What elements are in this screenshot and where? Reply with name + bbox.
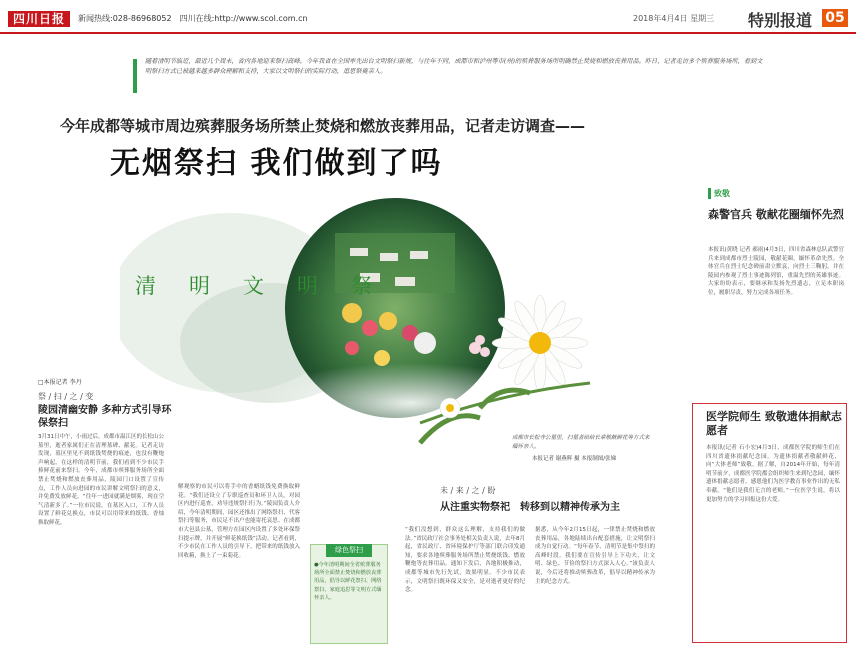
- illustration-cemetery-flowers: [120, 193, 650, 463]
- photo-overlay-text: 清 明 文 明 祭: [135, 274, 378, 298]
- subsection-kicker: 未 / 来 / 之 / 盼: [440, 486, 496, 495]
- article-column: 据悉，从今年2月15日起，一律禁止焚烧和燃放丧葬用品，各地陆续出台配套措施，让文明祭扫成为自觉行动。“每年春节、清明节是集中祭扫的高峰时段，我们要在宣传引导上下功夫，让文明、绿色、节俭的祭扫方式深入人心。”该负责人说，今后还将推动殡葬改革，倡导以精神传承为主的纪念方式。: [535, 527, 655, 585]
- boxed-article-body: 本报讯(记者 石小宏)4月3日，成都医学院的师生们在四川省遗体捐献纪念园，为遗体捐献者敬献鲜花，向“大体老师”致敬。据了解，自2014年开始，每年清明节前夕，成都医学院都会组织师生来到纪念园，缅怀遗体捐献志愿者，感恩他们为医学教育事业作出的无私奉献。“他们是我们无言的老师。”一位医学生说，将以更加努力的学习回报这份大爱。: [706, 445, 840, 503]
- issue-date: 2018年4月4日 星期三: [633, 14, 715, 23]
- intro-paragraph: 随着清明节临近，最近几个周末，省内各地迎来祭扫高峰。今年我省在全国率先出台文明祭扫新规，与往年不同，成都市和泸州等市(州)的殡葬服务场所明确禁止焚烧和燃放丧葬用品。昨日，记者走访多个殡葬服务场所，看到文明祭扫方式已被越来越多群众理解和支持，大家以文明祭扫的实际行动，追思祭奠亲人。: [145, 58, 763, 75]
- sidebar-box-title: 绿色祭扫: [326, 544, 372, 557]
- photo-credit: 本报记者 谢燕辉 摄 本报制图/张娣: [532, 456, 617, 462]
- byline: □本报记者 李丹: [38, 379, 82, 386]
- subsection-title: 从注重实物祭祀 转移到以精神传承为主: [440, 502, 620, 513]
- boxed-article-title: 医学院师生 致敬遗体捐献志愿者: [706, 410, 842, 437]
- newspaper-logo: 四川日报: [8, 11, 70, 27]
- hotline-text: 新闻热线:028-86968052 四川在线:http://www.scol.com.cn: [78, 14, 308, 23]
- subsection-kicker: 祭 / 扫 / 之 / 变: [38, 392, 94, 401]
- sidebar-box-text: ●今年清明期间全省殡葬服务场所全面禁止焚烧和燃放丧葬用品，倡导以鲜花祭扫、网络祭扫、家庭追思等文明方式缅怀亲人。: [314, 562, 382, 601]
- kicker-headline: 今年成都等城市周边殡葬服务场所禁止焚烧和燃放丧葬用品，记者走访调查——: [60, 117, 586, 135]
- article-column: 3月31日中午，小雨过后，成都市温江区的长松山公墓里，逝者家属们正在清理墓碑、献花。记者走访发现，墓区里见不到纸钱焚烧的痕迹，也没有鞭炮声响起。在这样的清明节前，我们看到不少市民手捧鲜花前来祭扫。今年，成都市殡葬服务场所全面禁止焚烧和燃放丧葬用品，陵园门口设置了宣传点，工作人员向进园的市民讲解文明祭扫的意义，并免费发放鲜花。“往年一进园就满是烟雾，现在空气清新多了。”一位市民说。在墓区入口，工作人员设置了鲜花兑换点，市民可以用带来的纸钱、香烛换取鲜花。: [38, 434, 164, 526]
- intro-accent-bar: [133, 59, 137, 93]
- category-tag: 致敬: [714, 189, 730, 198]
- page-number: 05: [822, 9, 848, 27]
- article-column: “我们没想到，群众这么理解，支持我们的做法。”省民政厅社会事务处相关负责人说，去年8月起，省民政厅、省环境保护厅等部门联合印发通知，要求各地殡葬服务场所禁止焚烧纸钱、燃放鞭炮等丧葬用品。通知下发后，各地积极推动，成都等城市先行先试，效果明显。不少市民表示，文明祭扫既环保又安全，是对逝者更好的纪念。: [405, 527, 525, 594]
- photo-caption: 成都市长松寺公墓里，扫墓者给给长辈敬献鲜花等方式来缅怀亲人。: [512, 435, 650, 450]
- section-title: 特别报道: [748, 11, 813, 30]
- subsection-title: 陵园清幽安静 多种方式引导环保祭扫: [38, 405, 172, 429]
- side-article-body: 本报讯(黄晓 记者 郝雨)4月3日，四川省森林总队武警官兵来到成都市烈士陵园，敬献花圈，缅怀革命先烈。全体官兵在烈士纪念碑前肃立默哀，向烈士三鞠躬，并在陵园内参观了烈士事迹陈列馆，重温先烈的英雄事迹。大家纷纷表示，要继承和发扬先烈遗志，立足本职岗位，履职尽责，努力完成各项任务。: [708, 247, 844, 296]
- side-article-title: 森警官兵 敬献花圈缅怀先烈: [708, 208, 844, 221]
- main-headline: 无烟祭扫 我们做到了吗: [110, 146, 443, 181]
- article-column: 解观察的市民可以将手中的香蜡纸钱免费换取鲜花。“我们还设立了专职巡查员和环卫人员，对园区内进行巡查，劝导违规祭扫行为。”陵园负责人介绍，今年清明期间，园区还推出了网络祭扫、代客祭扫等服务，市民足不出户也能寄托哀思。在成都市大邑县公墓，管理方在园区内设置了多处环保祭扫提示牌，并开展“鲜花换纸钱”活动。记者看到，不少市民在工作人员的引导下，把带来的纸钱放入回收箱，换上了一束菊花。: [178, 484, 300, 559]
- tag-accent-bar: [708, 188, 711, 199]
